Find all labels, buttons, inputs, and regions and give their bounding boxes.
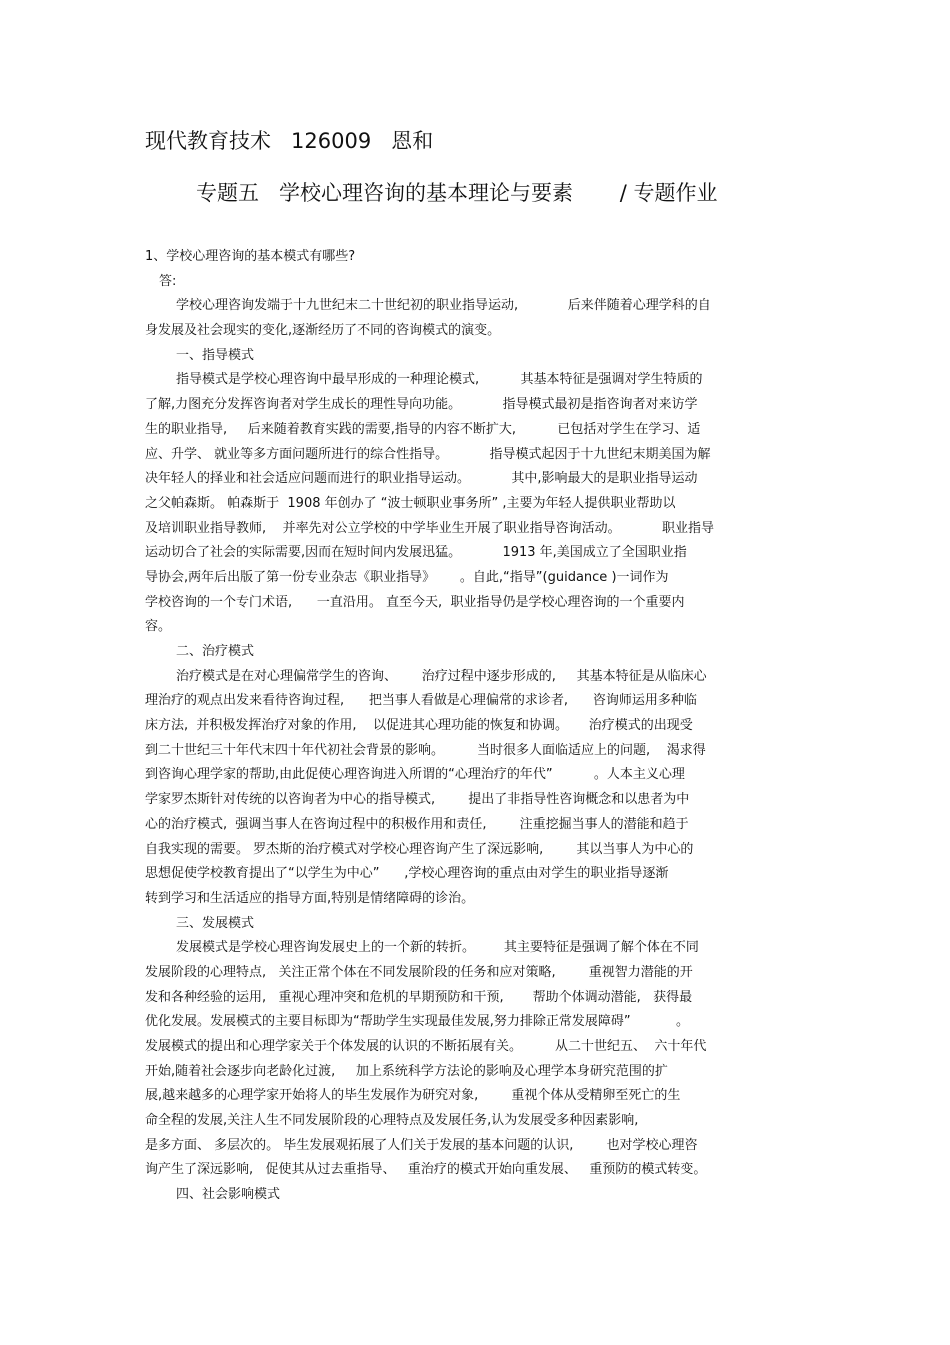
text-line: 1、学校心理咨询的基本模式有哪些? [145, 249, 356, 264]
text-line: 自我实现的需要。 罗杰斯的治疗模式对学校心理咨询产生了深远影响, 其以当事人为中心的 [145, 841, 694, 857]
text-line: 床方法, 并积极发挥治疗对象的作用, 以促进其心理功能的恢复和协调。 治疗模式的出现受 [145, 718, 693, 734]
text-line: 答: [159, 273, 177, 289]
text-line: 优化发展。发展模式的主要目标即为“帮助学生实现最佳发展,努力排除正常发展障碍” 。 [145, 1014, 690, 1030]
text-line: 思想促使学校教育提出了“以学生为中心” ,学校心理咨询的重点由对学生的职业指导逐渐 [145, 866, 669, 882]
text-line: 到二十世纪三十年代末四十年代初社会背景的影响。 当时很多人面临适应上的问题, 渴求得 [145, 742, 706, 758]
text-line: 运动切合了社会的实际需要,因而在短时间内发展迅猛。 1913 年,美国成立了全国职业指 [145, 545, 687, 561]
text-line: 发展模式的提出和心理学家关于个体发展的认识的不断拓展有关。 从二十世纪五、 六十年代 [145, 1039, 707, 1054]
text-line: 是多方面、 多层次的。 毕生发展观拓展了人们关于发展的基本问题的认识, 也对学校心理咨 [145, 1137, 698, 1153]
text-line: 三、发展模式 [176, 915, 255, 931]
text-line: 开始,随着社会逐步向老龄化过渡, 加上系统科学方法论的影响及心理学本身研究范围的扩 [145, 1063, 668, 1079]
text-line: 转到学习和生活适应的指导方面,特别是情绪障碍的诊治。 [145, 890, 475, 906]
text-line: 导协会,两年后出版了第一份专业杂志《职业指导》 。自此,“指导”(guidance )一词作为 [145, 569, 669, 585]
document-title: 专题五 学校心理咨询的基本理论与要素 / 专题作业 [196, 181, 718, 205]
text-line: 到咨询心理学家的帮助,由此促使心理咨询进入所谓的“心理治疗的年代” 。人本主义心理 [145, 767, 685, 783]
text-line: 身发展及社会现实的变化,逐渐经历了不同的咨询模式的演变。 [145, 323, 501, 339]
text-line: 容。 [145, 619, 172, 635]
text-line: 四、社会影响模式 [176, 1187, 281, 1203]
text-line: 二、治疗模式 [176, 644, 255, 659]
text-line: 决年轻人的择业和社会适应问题而进行的职业指导运动。 其中,影响最大的是职业指导运动 [145, 471, 698, 487]
text-line: 应、升学、 就业等多方面问题所进行的综合性指导。 指导模式起因于十九世纪末期美国为解 [145, 446, 711, 462]
document-body [145, 245, 805, 1208]
text-line: 指导模式是学校心理咨询中最早形成的一种理论模式, 其基本特征是强调对学生特质的 [176, 372, 703, 388]
text-line: 发和各种经验的运用, 重视心理冲突和危机的早期预防和干预, 帮助个体调动潜能, 获得最 [145, 989, 693, 1005]
text-line: 发展阶段的心理特点, 关注正常个体在不同发展阶段的任务和应对策略, 重视智力潜能的开 [145, 964, 693, 980]
text-line: 展,越来越多的心理学家开始将人的毕生发展作为研究对象, 重视个体从受精卵至死亡的生 [145, 1088, 681, 1104]
text-line: 发展模式是学校心理咨询发展史上的一个新的转折。 其主要特征是强调了解个体在不同 [176, 940, 699, 956]
text-line: 了解,力图充分发挥咨询者对学生成长的理性导向功能。 指导模式最初是指咨询者对来访学 [145, 397, 698, 413]
document-header: 现代教育技术 126009 恩和 [145, 129, 434, 153]
text-line: 一、指导模式 [176, 347, 255, 363]
text-line: 命全程的发展,关注人生不同发展阶段的心理特点及发展任务,认为发展受多种因素影响, [145, 1113, 639, 1129]
text-line: 之父帕森斯。 帕森斯于 1908 年创办了 “波士顿职业事务所” ,主要为年轻人提供职业帮助以 [145, 495, 676, 511]
text-line: 询产生了深远影响, 促使其从过去重指导、 重治疗的模式开始向重发展、 重预防的模式转变。 [145, 1162, 707, 1178]
text-line: 治疗模式是在对心理偏常学生的咨询、 治疗过程中逐步形成的, 其基本特征是从临床心 [176, 668, 707, 684]
text-line: 学校心理咨询发端于十九世纪末二十世纪初的职业指导运动, 后来伴随着心理学科的自 [176, 298, 711, 314]
text-line: 学家罗杰斯针对传统的以咨询者为中心的指导模式, 提出了非指导性咨询概念和以患者为中 [145, 792, 690, 808]
text-line: 理治疗的观点出发来看待咨询过程, 把当事人看做是心理偏常的求诊者, 咨询师运用多种临 [145, 693, 697, 709]
text-line: 心的治疗模式, 强调当事人在咨询过程中的积极作用和责任, 注重挖掘当事人的潜能和趋于 [145, 816, 689, 832]
text-line: 及培训职业指导教师, 并率先对公立学校的中学毕业生开展了职业指导咨询活动。 职业指导 [145, 520, 714, 536]
text-line: 学校咨询的一个专门术语, 一直沿用。 直至今天, 职业指导仍是学校心理咨询的一个重要内 [145, 594, 685, 610]
text-line: 生的职业指导, 后来随着教育实践的需要,指导的内容不断扩大, 已包括对学生在学习、适 [145, 421, 701, 437]
